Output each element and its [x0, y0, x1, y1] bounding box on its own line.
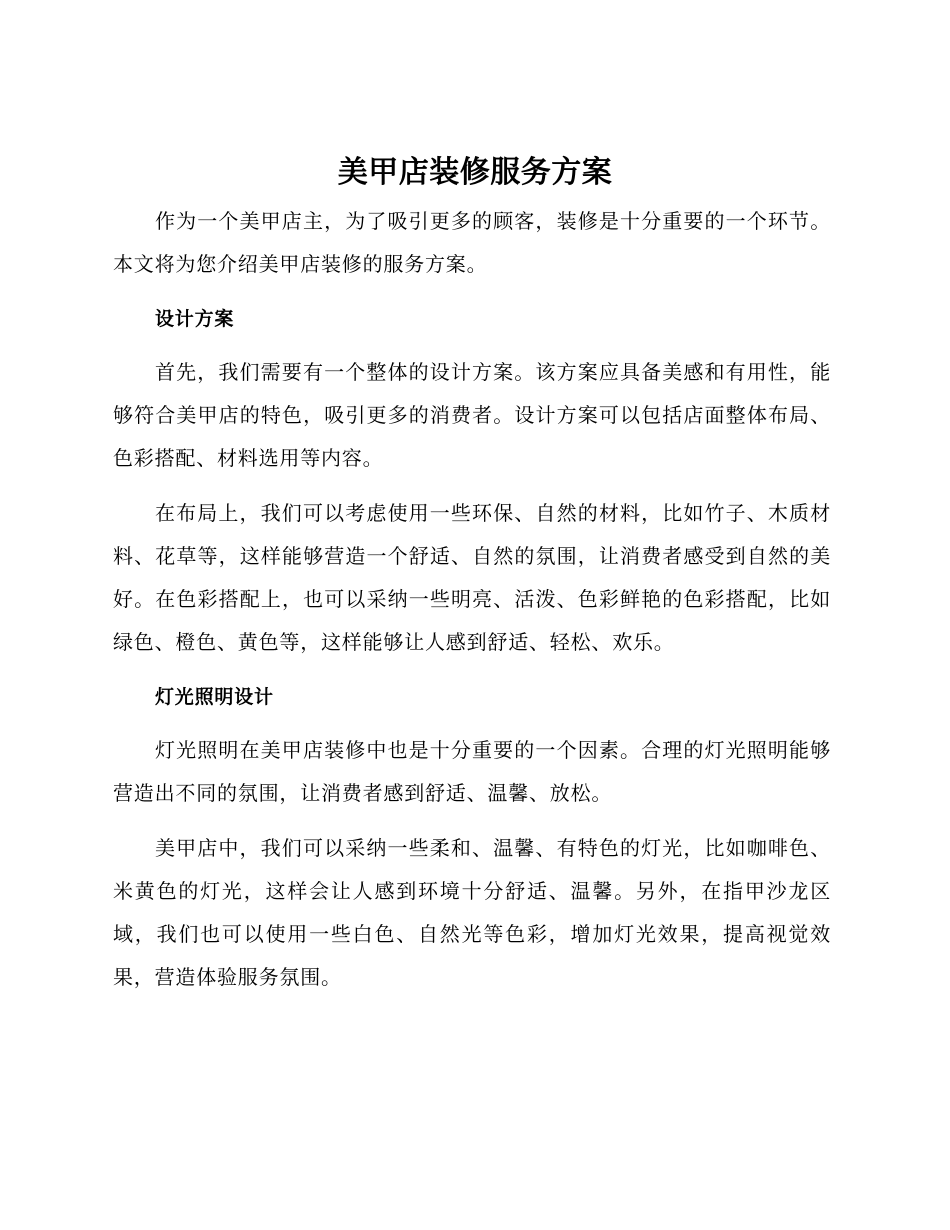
- document-body: [113, 200, 831, 1011]
- document-title: 美甲店装修服务方案: [337, 155, 613, 190]
- intro-paragraph: 作为一个美甲店主，为了吸引更多的顾客，装修是十分重要的一个环节。本文将为您介绍美甲店装修的服务方案。: [113, 209, 831, 276]
- design-paragraph-1: 首先，我们需要有一个整体的设计方案。该方案应具备美感和有用性，能够符合美甲店的特色，吸引更多的消费者。设计方案可以包括店面整体布局、色彩搭配、材料选用等内容。: [113, 360, 831, 470]
- lighting-paragraph-1: 灯光照明在美甲店装修中也是十分重要的一个因素。合理的灯光照明能够营造出不同的氛围，让消费者感到舒适、温馨、放松。: [113, 738, 831, 805]
- section-heading-lighting: 灯光照明设计: [155, 686, 274, 708]
- lighting-paragraph-2: 美甲店中，我们可以采纳一些柔和、温馨、有特色的灯光，比如咖啡色、米黄色的灯光，这样会让人感到环境十分舒适、温馨。另外，在指甲沙龙区域，我们也可以使用一些白色、自然光等色彩，增加灯光效果，提高视觉效果，营造体验服务氛围。: [113, 836, 831, 989]
- section-heading-design: 设计方案: [155, 308, 235, 330]
- design-paragraph-2: 在布局上，我们可以考虑使用一些环保、自然的材料，比如竹子、木质材料、花草等，这样能够营造一个舒适、自然的氛围，让消费者感受到自然的美好。在色彩搭配上，也可以采纳一些明亮、活泼、色彩鲜艳的色彩搭配，比如绿色、橙色、黄色等，这样能够让人感到舒适、轻松、欢乐。: [113, 501, 831, 654]
